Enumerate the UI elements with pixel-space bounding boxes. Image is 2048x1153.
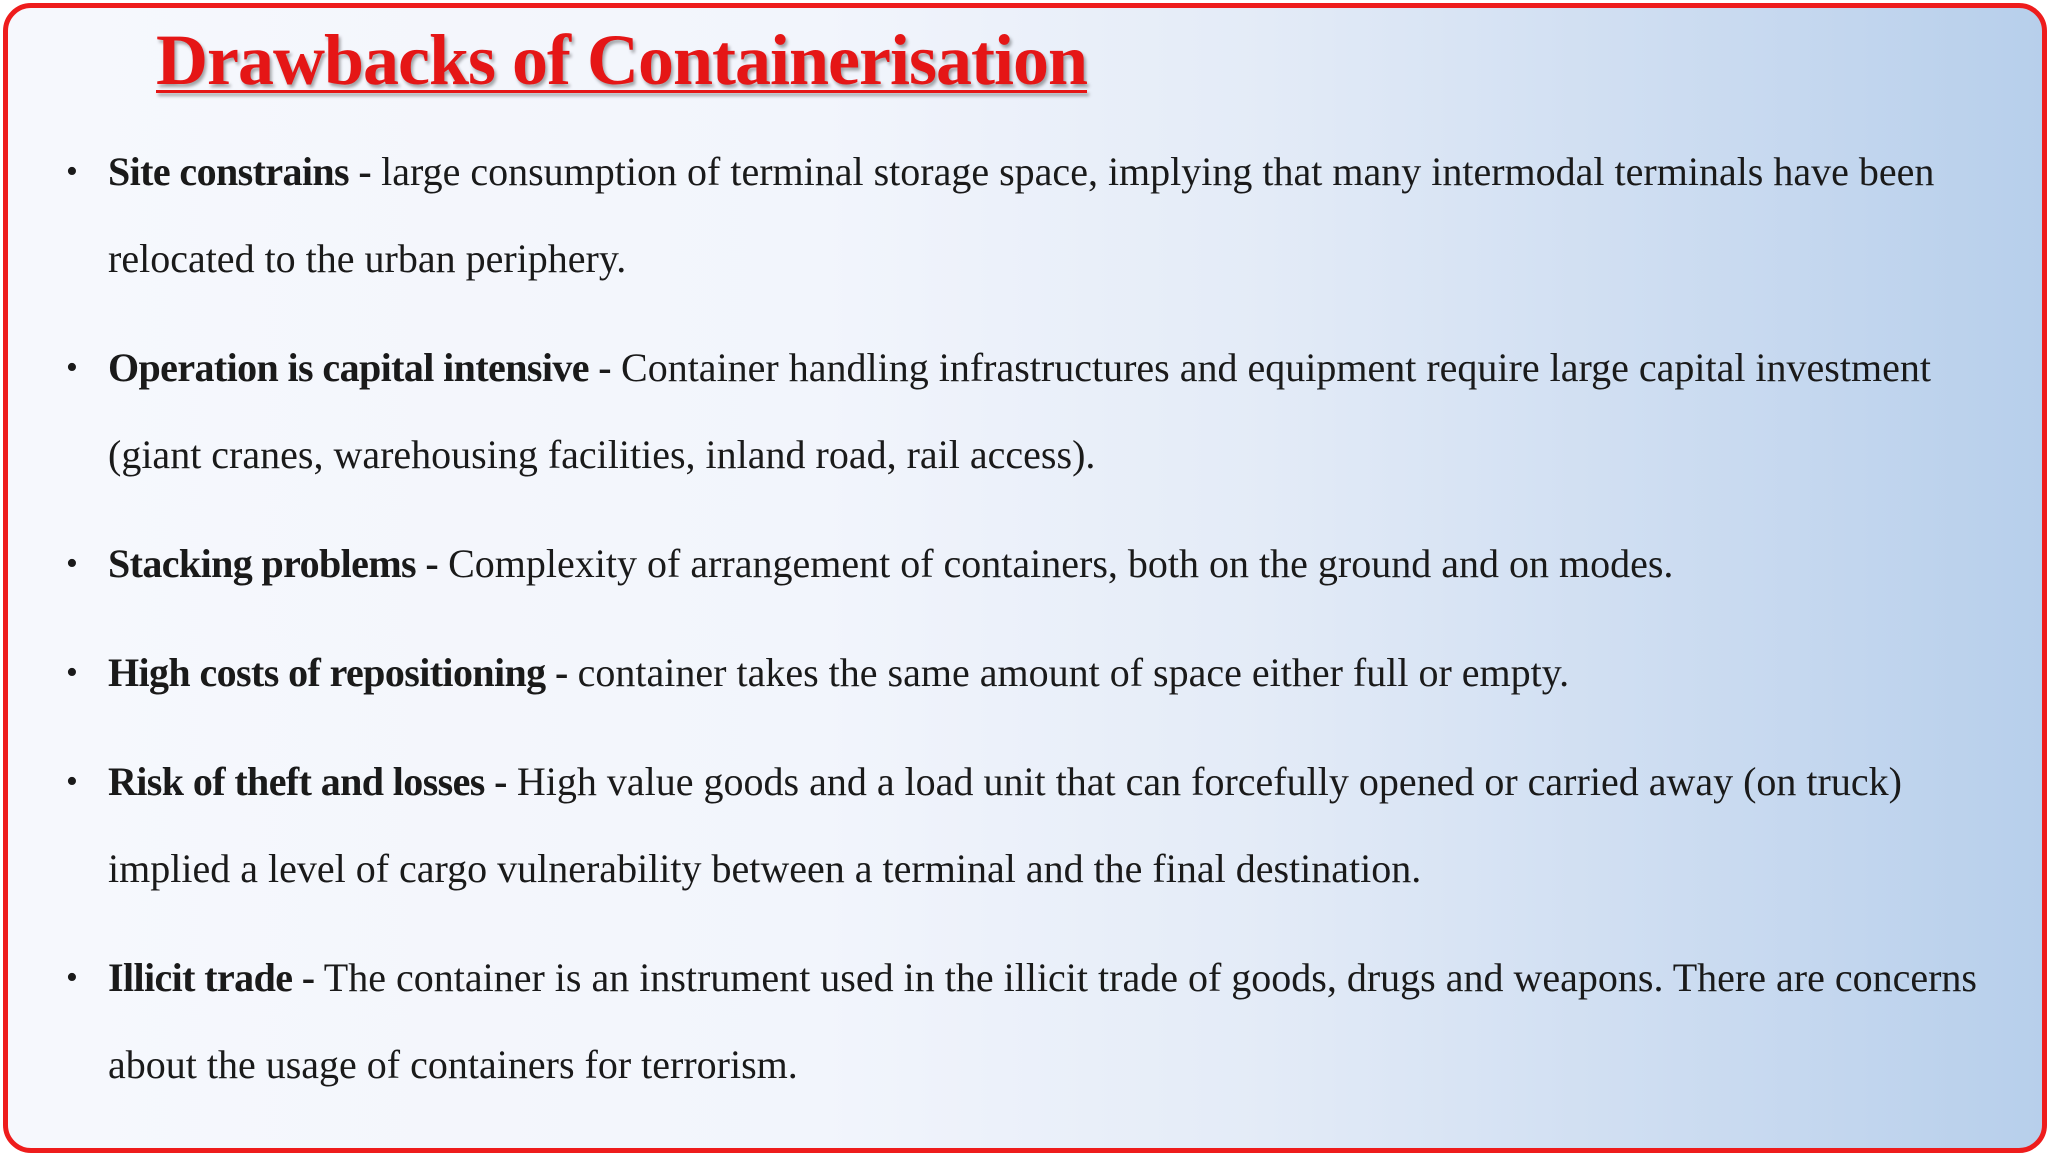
bullet-item-illicit-trade [66, 934, 2006, 1108]
bullet-term: Site constrains - [108, 149, 372, 194]
bullet-icon: • [66, 349, 78, 386]
bullet-text: Container handling infrastructures and equipment require large capital investment (giant cranes, warehousing facilities, inland road, rail access). [108, 345, 1931, 477]
bullet-text: High value goods and a load unit that can forcefully opened or carried away (on truck) implied a level of cargo vulnerability between a terminal and the final destination. [108, 759, 1902, 891]
bullet-term: Risk of theft and losses - [108, 759, 507, 804]
bullet-icon: • [66, 654, 78, 691]
slide [3, 3, 2047, 1153]
bullet-text: large consumption of terminal storage space, implying that many intermodal terminals have been relocated to the urban periphery. [108, 149, 1935, 281]
bullet-item-stacking-problems [66, 520, 2006, 607]
bullet-item-site-constrains [66, 128, 2006, 302]
bullet-text: container takes the same amount of space either full or empty. [567, 650, 1570, 695]
bullet-term: Illicit trade - [108, 955, 315, 1000]
bullet-term: Operation is capital intensive - [108, 345, 612, 390]
bullet-text: The container is an instrument used in the illicit trade of goods, drugs and weapons. There are concerns about the usage of containers for terrorism. [108, 955, 1977, 1087]
bullet-text: Complexity of arrangement of containers, both on the ground and on modes. [438, 541, 1674, 586]
bullet-item-capital-intensive [66, 324, 2006, 498]
bullet-item-theft-losses [66, 738, 2006, 912]
bullet-item-repositioning-costs [66, 629, 2006, 716]
bullet-icon: • [66, 153, 78, 190]
bullet-term: Stacking problems - [108, 541, 439, 586]
bullet-icon: • [66, 545, 78, 582]
bullet-list [66, 128, 2006, 1130]
bullet-term: High costs of repositioning - [108, 650, 568, 695]
bullet-icon: • [66, 763, 78, 800]
slide-title: Drawbacks of Containerisation [156, 20, 1088, 100]
bullet-icon: • [66, 959, 78, 996]
